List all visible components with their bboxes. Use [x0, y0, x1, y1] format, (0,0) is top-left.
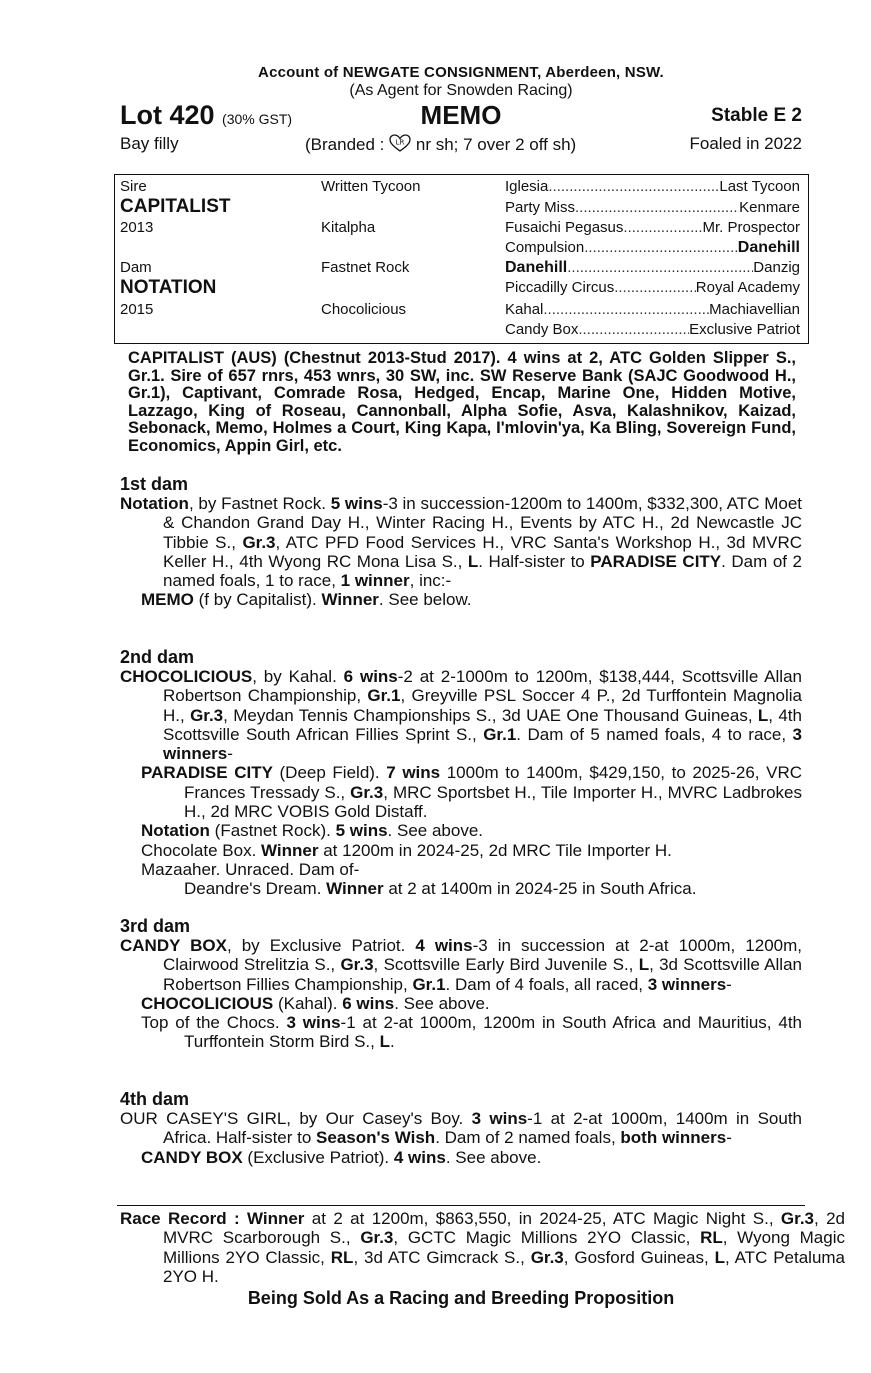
pedigree-gen3-row [505, 238, 800, 258]
sire-label: Sire [120, 178, 147, 195]
section-divider [117, 1205, 805, 1206]
pedigree-ancestor: Piccadilly Circus [505, 279, 615, 296]
pedigree-ancestor: Iglesia [505, 178, 549, 195]
horse-name: MEMO [420, 100, 502, 130]
bold-text: RL [330, 1247, 354, 1267]
fourth-dam-section [120, 1089, 802, 1167]
bold-text: L [714, 1247, 725, 1267]
text-run: . See above. [387, 821, 484, 841]
lot-label: Lot 420 [120, 100, 215, 130]
horse-details-row [120, 132, 802, 158]
bold-text: PARADISE CITY [141, 763, 273, 783]
pedigree-ancestor: Candy Box [505, 321, 579, 338]
produce-entry [120, 879, 802, 898]
text-run: (Fastnet Rock). [209, 821, 336, 841]
text-run: , inc:- [409, 571, 452, 591]
produce-entry [120, 1148, 802, 1167]
pedigree-gen3-row [505, 258, 800, 278]
pedigree-ancestor: Fusaichi Pegasus [505, 219, 624, 236]
first-dam-title: 1st dam [120, 474, 189, 494]
text-run: . See above. [445, 1147, 542, 1167]
pedigree-ancestor-sire: Kenmare [739, 199, 800, 216]
dot-leader [548, 177, 719, 197]
bold-text: 3 winners [647, 974, 727, 994]
text-run: . Half-sister to [478, 551, 591, 571]
third-dam-produce [120, 994, 802, 1052]
foaled-year: Foaled in 2022 [689, 134, 802, 153]
text-run: (Deep Field). [272, 763, 387, 783]
text-run: - [726, 974, 732, 994]
first-dam-section [120, 474, 802, 610]
text-run: at 2 at 1400m in 2024-25 in South Africa. [383, 879, 697, 899]
pedigree-table [114, 174, 809, 344]
text-run: at 2 at 1200m, $863,550, in 2024-25, ATC Magic Night S., [304, 1209, 781, 1228]
bold-text: 6 wins [343, 667, 398, 686]
bold-text: 5 wins [330, 494, 383, 513]
vendor-account: Account of NEWGATE CONSIGNMENT, Aberdeen, NSW. [258, 64, 664, 81]
bold-text: L [638, 955, 650, 975]
pedigree-ancestor-sire: Royal Academy [695, 279, 800, 296]
fourth-dam-paragraph [120, 1109, 802, 1148]
bold-text: Gr.1 [412, 974, 446, 994]
text-run: , by Kahal. [252, 667, 344, 686]
pedigree-gen3-row [505, 177, 800, 197]
text-run: , 2d MVRC Scarborough S., [163, 1209, 846, 1248]
brand-info [305, 134, 576, 155]
text-run: (Exclusive Patriot). [242, 1147, 394, 1167]
text-run: , 4th Scottsville South African Fillies Sprint S., [163, 705, 802, 744]
pedigree-gen3-row [505, 278, 800, 298]
dot-leader [575, 198, 739, 218]
bold-text: L [379, 1032, 390, 1052]
sale-proposition: Being Sold As a Racing and Breeding Proposition [247, 1288, 675, 1308]
text-run: . Dam of 2 named foals, [435, 1128, 621, 1148]
third-dam-paragraph [120, 936, 802, 994]
pedigree-ancestor-sire: Danzig [753, 259, 800, 276]
dot-leader [623, 218, 702, 238]
dam-year: 2015 [120, 301, 154, 318]
text-run: . Dam of 2 named foals, 1 to race, [163, 551, 802, 591]
pedigree-ancestor-sire: Mr. Prospector [702, 219, 800, 236]
bold-text: CANDY BOX [141, 1147, 243, 1167]
text-run: Chocolate Box. [141, 840, 262, 860]
bold-text: Gr.1 [367, 686, 401, 706]
text-run: , Greyville PSL Soccer 4 P., 2d Turffontein Magnolia H., [163, 686, 802, 725]
pedigree-gen3-row [505, 320, 800, 340]
pedigree-ancestor-sire: Last Tycoon [719, 178, 800, 195]
text-run: Top of the Chocs. [141, 1013, 287, 1033]
dam-sire: Fastnet Rock [321, 259, 410, 276]
bold-text: CHOCOLICIOUS [120, 667, 253, 686]
fourth-dam-title: 4th dam [120, 1089, 190, 1109]
second-dam-grand-produce [120, 879, 802, 898]
bold-text: Winner [261, 840, 319, 860]
text-run: - [227, 744, 233, 764]
text-run: , GCTC Magic Millions 2YO Classic, [393, 1228, 701, 1248]
bold-text: 3 wins [471, 1109, 528, 1128]
third-dam-title: 3rd dam [120, 916, 191, 936]
text-run: , by Exclusive Patriot. [227, 936, 416, 955]
bold-text: L [467, 551, 479, 571]
bold-text: Gr.3 [360, 1228, 394, 1248]
race-record [120, 1209, 845, 1286]
bold-text: 6 wins [342, 993, 395, 1013]
text-run: -2 at 2-1000m to 1200m, $138,444, Scottsville Allan Robertson Championship, [163, 667, 802, 706]
sire-sire: Written Tycoon [321, 178, 421, 195]
agent-line: (As Agent for Snowden Racing) [349, 82, 573, 99]
bold-text: Gr.3 [242, 532, 276, 552]
text-run: . [389, 1032, 395, 1052]
bold-text: CANDY BOX [120, 936, 227, 955]
pedigree-ancestor: Kahal [505, 301, 544, 318]
bold-text: Gr.3 [190, 705, 224, 725]
text-run: , Gosford Guineas, [563, 1247, 715, 1267]
text-run: -3 in succession-1200m to 1400m, $332,300, ATC Moet & Chandon Grand Day H., Winter Racing H., Events by ATC H., 2d Newcastle JC Tibbie S., [163, 494, 802, 552]
dot-leader [567, 258, 753, 278]
pedigree-gen3-row [505, 198, 800, 218]
text-run: , MRC Sportsbet H., Tile Importer H., MVRC Ladbrokes H., 2d MRC VOBIS Gold Distaff. [184, 782, 802, 822]
heart-brand-icon [389, 134, 411, 152]
text-run: -3 in succession at 2-at 1000m, 1200m, Clairwood Strelitzia S., [163, 936, 802, 975]
first-dam-produce [120, 590, 802, 609]
produce-entry [120, 860, 802, 879]
text-run: (Kahal). [273, 993, 343, 1013]
bold-text: L [757, 705, 769, 725]
text-run: , by Fastnet Rock. [188, 494, 331, 513]
text-run: , ATC Petaluma 2YO H. [163, 1247, 846, 1286]
sire-summary: CAPITALIST (AUS) (Chestnut 2013-Stud 2017). 4 wins at 2, ATC Golden Slipper S., Gr.1. Sire of 657 rnrs, 453 wnrs, 30 SW, inc. SW Reserve Bank (SAJC Goodwood H., Gr.1), Captivant, Comrade Rosa, Hedged, Encap, Marine One, Hidden Motive, Lazzago, King of Roseau, Cannonball, Alpha Sofie, Asva, Kalashnikov, Kaizad, Sebonack, Memo, Holmes a Court, King Kapa, I'mlovin'ya, Ka Bling, Sovereign Fund, Economics, Appin Girl, etc. [128, 349, 796, 455]
gst-note: (30% GST) [222, 111, 293, 127]
pedigree-ancestor: Compulsion [505, 239, 585, 256]
stable-location: Stable E 2 [711, 105, 802, 126]
sire-dam: Kitalpha [321, 219, 376, 236]
dot-leader [614, 278, 696, 298]
text-run: OUR CASEY'S GIRL, by Our Casey's Boy. [120, 1109, 472, 1128]
bold-text: Race Record : Winner [120, 1209, 305, 1228]
bold-text: Season's Wish [316, 1128, 436, 1148]
text-run: . Dam of 5 named foals, 4 to race, [516, 724, 793, 744]
bold-text: Gr.3 [530, 1247, 564, 1267]
text-run: , Meydan Tennis Championships S., 3d UAE One Thousand Guineas, [223, 705, 758, 725]
bold-text: RL [700, 1228, 723, 1248]
bold-text: Gr.3 [340, 955, 374, 975]
bold-text: Notation [120, 494, 189, 513]
dot-leader [543, 300, 709, 320]
brand-prefix: (Branded : [305, 135, 385, 154]
text-run: Mazaaher. Unraced. Dam of- [141, 859, 360, 879]
second-dam-produce [120, 763, 802, 879]
second-dam-paragraph [120, 667, 802, 763]
lot-title-row [120, 100, 802, 130]
bold-text: MEMO [141, 590, 194, 610]
bold-text: 3 wins [286, 1013, 341, 1033]
text-run: , 3d ATC Gimcrack S., [353, 1247, 531, 1267]
fourth-dam-produce [120, 1148, 802, 1167]
bold-text: 3 winners [163, 724, 803, 764]
bold-text: Winner [326, 879, 384, 899]
produce-entry [120, 841, 802, 860]
bold-text: Gr.3 [780, 1209, 815, 1228]
dot-leader [578, 320, 689, 340]
second-dam-title: 2nd dam [120, 647, 195, 667]
text-run: , ATC PFD Food Services H., VRC Santa's Workshop H., 3d MVRC Keller H., 4th Wyong RC Mona Lisa S., [163, 532, 803, 571]
bold-text: 4 wins [393, 1147, 446, 1167]
text-run: -1 at 2-at 1000m, 1400m in South Africa. Half-sister to [163, 1109, 803, 1148]
pedigree-gen3-row [505, 218, 800, 238]
produce-entry [120, 590, 802, 609]
text-run: - [726, 1128, 732, 1148]
text-run: (f by Capitalist). [193, 590, 322, 610]
catalogue-page-header [120, 64, 802, 158]
dam-label: Dam [120, 259, 152, 276]
produce-entry [120, 994, 802, 1013]
produce-entry [120, 1013, 802, 1052]
dot-leader [584, 238, 738, 258]
produce-entry [120, 821, 802, 840]
bold-text: Winner [321, 590, 379, 610]
text-run: . Dam of 4 foals, all raced, [445, 974, 648, 994]
text-run: Deandre's Dream. [184, 879, 327, 899]
bold-text: Gr.3 [350, 782, 384, 802]
pedigree-ancestor: Danehill [505, 259, 568, 276]
bold-text: Notation [141, 821, 210, 841]
text-run: . See above. [394, 993, 490, 1013]
pedigree-ancestor-sire: Danehill [737, 239, 800, 256]
bold-text: 7 wins [386, 763, 441, 783]
pedigree-ancestor-sire: Machiavellian [709, 301, 800, 318]
text-run: . See below. [378, 590, 472, 610]
text-run: at 1200m in 2024-25, 2d MRC Tile Importer H. [318, 840, 672, 860]
pedigree-gen3-row [505, 300, 800, 320]
third-dam-section [120, 916, 802, 1052]
text-run: 1000m to 1400m, $429,150, to 2025-26, VRC Frances Tressady S., [184, 763, 802, 802]
bold-text: 5 wins [335, 821, 388, 841]
second-dam-section [120, 647, 802, 899]
bold-text: Gr.1 [483, 724, 517, 744]
dam-dam: Chocolicious [321, 301, 407, 318]
text-run: , Wyong Magic Millions 2YO Classic, [163, 1228, 845, 1267]
text-run: , 3d Scottsville Allan Robertson Fillies Championship, [163, 955, 802, 994]
bold-text: both winners [620, 1128, 727, 1148]
sire-year: 2013 [120, 219, 154, 236]
text-run: , Scottsville Early Bird Juvenile S., [373, 955, 639, 975]
dam-name: NOTATION [120, 277, 217, 298]
pedigree-ancestor: Party Miss [505, 199, 576, 216]
text-run: -1 at 2-at 1000m, 1200m in South Africa and Mauritius, 4th Turffontein Storm Bird S., [184, 1013, 802, 1052]
svg-text:LR: LR [395, 138, 405, 147]
pedigree-ancestor-sire: Exclusive Patriot [689, 321, 800, 338]
sire-name: CAPITALIST [120, 196, 231, 217]
horse-sex: Bay filly [120, 134, 179, 153]
first-dam-paragraph [120, 494, 802, 590]
bold-text: CHOCOLICIOUS [141, 993, 274, 1013]
bold-text: 1 winner [340, 571, 410, 591]
bold-text: PARADISE CITY [590, 551, 722, 571]
produce-entry [120, 763, 802, 821]
brand-suffix: nr sh; 7 over 2 off sh) [415, 135, 577, 154]
bold-text: 4 wins [415, 936, 473, 955]
